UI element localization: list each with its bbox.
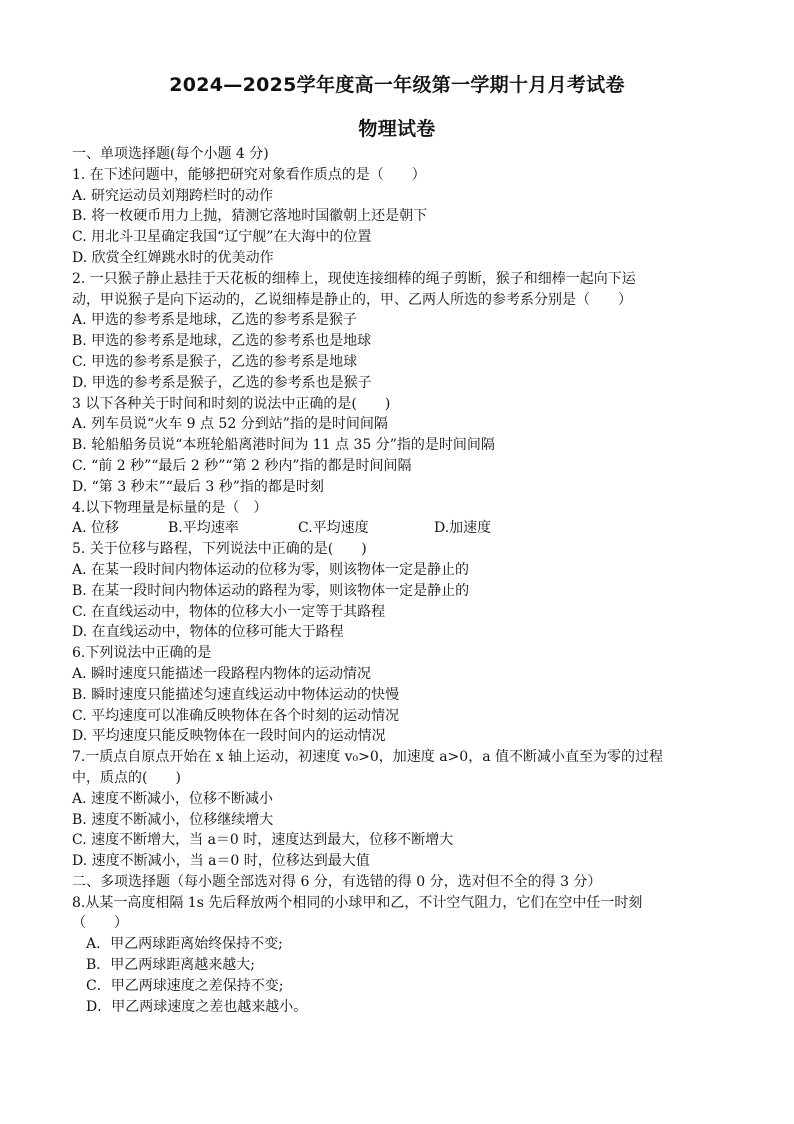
- question-8-option-b: B．甲乙两球距离越来越大;: [86, 957, 256, 974]
- question-4-option-b: B.平均速率: [168, 520, 239, 537]
- question-3-option-c: C. “前 2 秒”“最后 2 秒”“第 2 秒内”指的都是时间间隔: [72, 457, 412, 474]
- question-2-stem-line-1: 2. 一只猴子静止悬挂于天花板的细棒上，现使连接细棒的绳子剪断，猴子和细棒一起向下运: [72, 270, 636, 287]
- section-heading-single-choice: 一、单项选择题(每个小题 4 分): [72, 146, 269, 162]
- question-4-stem: 4.以下物理量是标量的是（ ）: [72, 499, 268, 516]
- question-8-stem-line-2: （ ）: [72, 915, 128, 932]
- question-8-stem-line-1: 8.从某一高度相隔 1s 先后释放两个相同的小球甲和乙，不计空气阻力，它们在空中任一时刻: [72, 894, 643, 911]
- question-4-options: [72, 518, 732, 539]
- question-1-stem: 1. 在下述问题中，能够把研究对象看作质点的是（ ）: [72, 166, 426, 183]
- question-4-option-c: C.平均速度: [298, 520, 369, 537]
- question-1-option-b: B. 将一枚硬币用力上抛，猜测它落地时国徽朝上还是朝下: [72, 208, 428, 225]
- question-2-option-b: B. 甲选的参考系是地球，乙选的参考系也是地球: [72, 333, 372, 350]
- question-5-option-a: A. 在某一段时间内物体运动的位移为零，则该物体一定是静止的: [72, 561, 470, 578]
- exam-subtitle: 物理试卷: [358, 118, 436, 140]
- question-2-option-d: D. 甲选的参考系是猴子，乙选的参考系也是猴子: [72, 374, 372, 391]
- question-5-option-c: C. 在直线运动中，物体的位移大小一定等于其路程: [72, 603, 386, 620]
- question-6-option-b: B. 瞬时速度只能描述匀速直线运动中物体运动的快慢: [72, 686, 400, 703]
- question-3-stem: 3 以下各种关于时间和时刻的说法中正确的是( ): [72, 395, 391, 412]
- question-7-option-b: B. 速度不断减小，位移继续增大: [72, 811, 274, 828]
- question-6-option-c: C. 平均速度可以准确反映物体在各个时刻的运动情况: [72, 707, 400, 724]
- question-8-option-d: D．甲乙两球速度之差也越来越小。: [86, 998, 308, 1015]
- question-8-option-a: A．甲乙两球距离始终保持不变;: [86, 936, 283, 953]
- question-6-option-d: D. 平均速度只能反映物体在一段时间内的运动情况: [72, 728, 386, 745]
- question-5-stem: 5. 关于位移与路程，下列说法中正确的是( ): [72, 541, 367, 558]
- question-2-option-a: A. 甲选的参考系是地球，乙选的参考系是猴子: [72, 312, 358, 329]
- question-6-stem: 6.下列说法中正确的是: [72, 645, 212, 662]
- question-7-option-c: C. 速度不断增大，当 a＝0 时，速度达到最大，位移不断增大: [72, 832, 454, 849]
- question-3-option-a: A. 列车员说“火车 9 点 52 分到站”指的是时间间隔: [72, 416, 388, 433]
- question-2-stem-line-2: 动，甲说猴子是向下运动的，乙说细棒是静止的，甲、乙两人所选的参考系分别是（ ）: [72, 291, 632, 308]
- question-3-option-b: B. 轮船船务员说“本班轮船离港时间为 11 点 35 分”指的是时间间隔: [72, 437, 495, 454]
- question-2-option-c: C. 甲选的参考系是猴子，乙选的参考系是地球: [72, 353, 358, 370]
- question-7-option-d: D. 速度不断减小，当 a＝0 时，位移达到最大值: [72, 853, 370, 870]
- question-3-option-d: D. “第 3 秒末”“最后 3 秒”指的都是时刻: [72, 478, 324, 495]
- exam-content: [72, 144, 732, 1017]
- question-4-option-a: A. 位移: [72, 520, 120, 537]
- question-8-option-c: C．甲乙两球速度之差保持不变;: [86, 977, 284, 994]
- exam-title: 2024—2025学年度高一年级第一学期十月月考试卷: [169, 74, 625, 96]
- question-1-option-d: D. 欣赏全红婵跳水时的优美动作: [72, 249, 274, 266]
- question-6-option-a: A. 瞬时速度只能描述一段路程内物体的运动情况: [72, 665, 372, 682]
- question-7-option-a: A. 速度不断减小，位移不断减小: [72, 790, 274, 807]
- question-7-stem-line-1: 7.一质点自原点开始在 x 轴上运动，初速度 v₀>0，加速度 a>0，a 值不断减小直至为零的过程: [72, 749, 663, 766]
- question-5-option-b: B. 在某一段时间内物体运动的路程为零，则该物体一定是静止的: [72, 582, 470, 599]
- question-4-option-d: D.加速度: [434, 520, 492, 537]
- section-heading-multiple-choice: 二、多项选择题（每小题全部选对得 6 分，有选错的得 0 分，选对但不全的得 3 分）: [72, 873, 602, 890]
- question-1-option-c: C. 用北斗卫星确定我国“辽宁舰”在大海中的位置: [72, 229, 372, 246]
- question-7-stem-line-2: 中，质点的( ): [72, 769, 181, 786]
- question-5-option-d: D. 在直线运动中，物体的位移可能大于路程: [72, 624, 344, 641]
- question-1-option-a: A. 研究运动员刘翔跨栏时的动作: [72, 187, 274, 204]
